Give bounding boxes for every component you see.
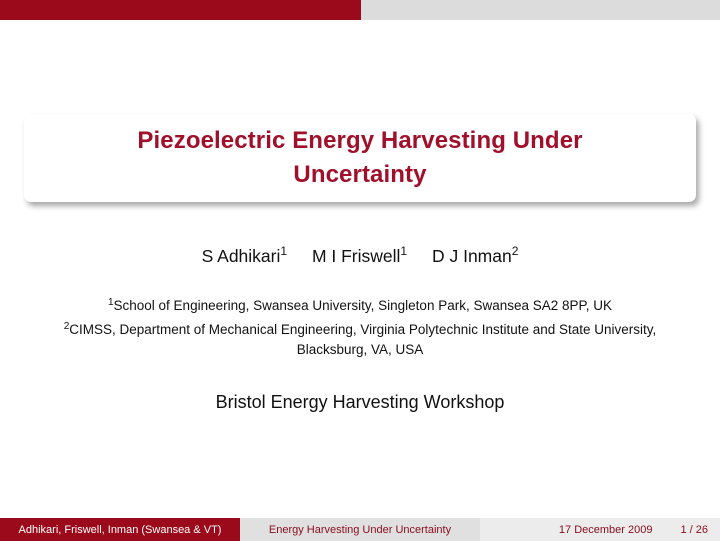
footer-meta: [480, 518, 720, 541]
affiliation-text: School of Engineering, Swansea University, Singleton Park, Swansea SA2 8PP, UK: [113, 298, 613, 313]
event-name: Bristol Energy Harvesting Workshop: [215, 392, 505, 412]
affiliation: [40, 296, 680, 316]
author-affiliation-mark: 2: [511, 244, 519, 258]
author-name: S Adhikari: [201, 246, 281, 266]
author-affiliation-mark: 1: [280, 244, 288, 258]
author: [312, 244, 407, 268]
header-bar-left: [0, 0, 361, 20]
page-number: 1 / 26: [680, 523, 708, 536]
title-line-1: Piezoelectric Energy Harvesting Under: [137, 127, 583, 154]
author: [202, 244, 287, 268]
affiliation-mark: 2: [63, 321, 70, 332]
title-block: [24, 114, 696, 202]
affiliation: [40, 320, 680, 360]
author: [432, 244, 518, 268]
author-affiliation-mark: 1: [400, 244, 408, 258]
affiliation-text: CIMSS, Department of Mechanical Engineering, Virginia Polytechnic Institute and State University, Blacksburg, VA, USA: [69, 322, 657, 357]
footer-title: Energy Harvesting Under Uncertainty: [240, 518, 480, 541]
title-line-2: Uncertainty: [293, 161, 427, 188]
author-name: D J Inman: [431, 246, 512, 266]
affiliation-mark: 1: [107, 297, 114, 308]
footer-authors: Adhikari, Friswell, Inman (Swansea & VT): [0, 518, 240, 541]
author-list: [0, 244, 720, 268]
footer-bar: [0, 518, 720, 541]
header-bar-right: [361, 0, 720, 20]
author-name: M I Friswell: [311, 246, 401, 266]
header-bar: [0, 0, 720, 20]
footer-date: 17 December 2009: [558, 523, 653, 536]
